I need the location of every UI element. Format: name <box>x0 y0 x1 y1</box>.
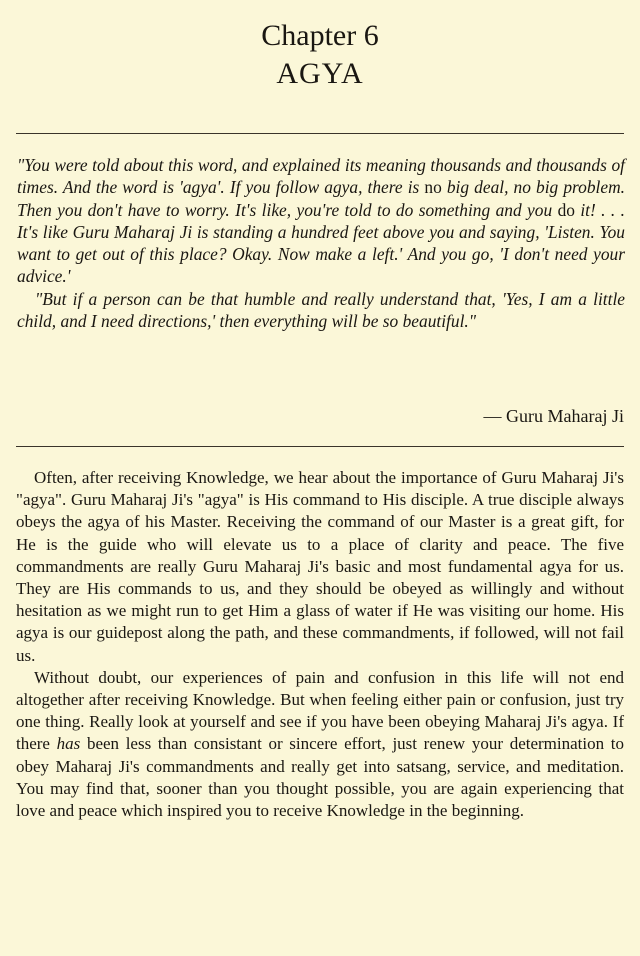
epigraph-quote <box>17 154 625 332</box>
body-text: Without doubt, our experiences of pain and confusion in this life will not end altogether after receiving Knowledge. But when feeling either pain or confusion, just try one thing. Really look at yourself and see if you have been obeying Maharaj Ji's agya. If there <box>16 667 624 754</box>
body-paragraph-1: Often, after receiving Knowledge, we hear about the importance of Guru Maharaj Ji's "agya". Guru Maharaj Ji's "agya" is His command to His disciple. A true disciple always obeys the agya of his Master. Receiving the command of our Master is a great gift, for He is the guide who will elevate us to a place of clarity and peace. The five commandments are really Guru Maharaj Ji's basic and most fundamental agya for us. They are His commands to us, and they should be obeyed as willingly and without hesitation as we might run to get Him a glass of water if He was visiting our home. His agya is our guidepost along the path, and these commandments, if followed, will not fail us. <box>16 468 624 665</box>
epigraph-attribution: — Guru Maharaj Ji <box>483 406 624 426</box>
epigraph-text: it! . . . It's like Guru Maharaj Ji is standing a hundred feet above you and saying, 'Listen. You want to get out of this place? Okay. Now make a left.' And you go, 'I don't need your advice.' <box>17 199 626 287</box>
chapter-title: AGYA <box>276 57 364 90</box>
epigraph-text: big deal, no big problem. Then you don't have to worry. It's like, you're told to do something and you <box>17 177 625 220</box>
chapter-body <box>16 467 624 822</box>
epigraph-roman-word: no <box>424 177 442 198</box>
epigraph-roman-word: do <box>557 199 575 220</box>
top-divider <box>16 133 624 134</box>
chapter-number: Chapter 6 <box>261 19 379 52</box>
epigraph-paragraph-1 <box>17 154 625 288</box>
body-paragraph-2 <box>16 667 624 822</box>
body-emphasis: has <box>56 734 81 754</box>
epigraph-text: "You were told about this word, and explained its meaning thousands and thousands of times. And the word is 'agya'. If you follow agya, there is <box>17 155 625 198</box>
body-text: been less than consistant or sincere effort, just renew your determination to obey Maharaj Ji's commandments and really get into satsang, service, and meditation. You may find that, sooner than you thought possible, you are again experiencing that love and peace which inspired you to receive Knowledge in the beginning. <box>16 734 625 821</box>
bottom-divider <box>16 446 624 447</box>
epigraph-paragraph-2: "But if a person can be that humble and really understand that, 'Yes, I am a little child, and I need directions,' then everything will be so beautiful." <box>17 288 625 332</box>
